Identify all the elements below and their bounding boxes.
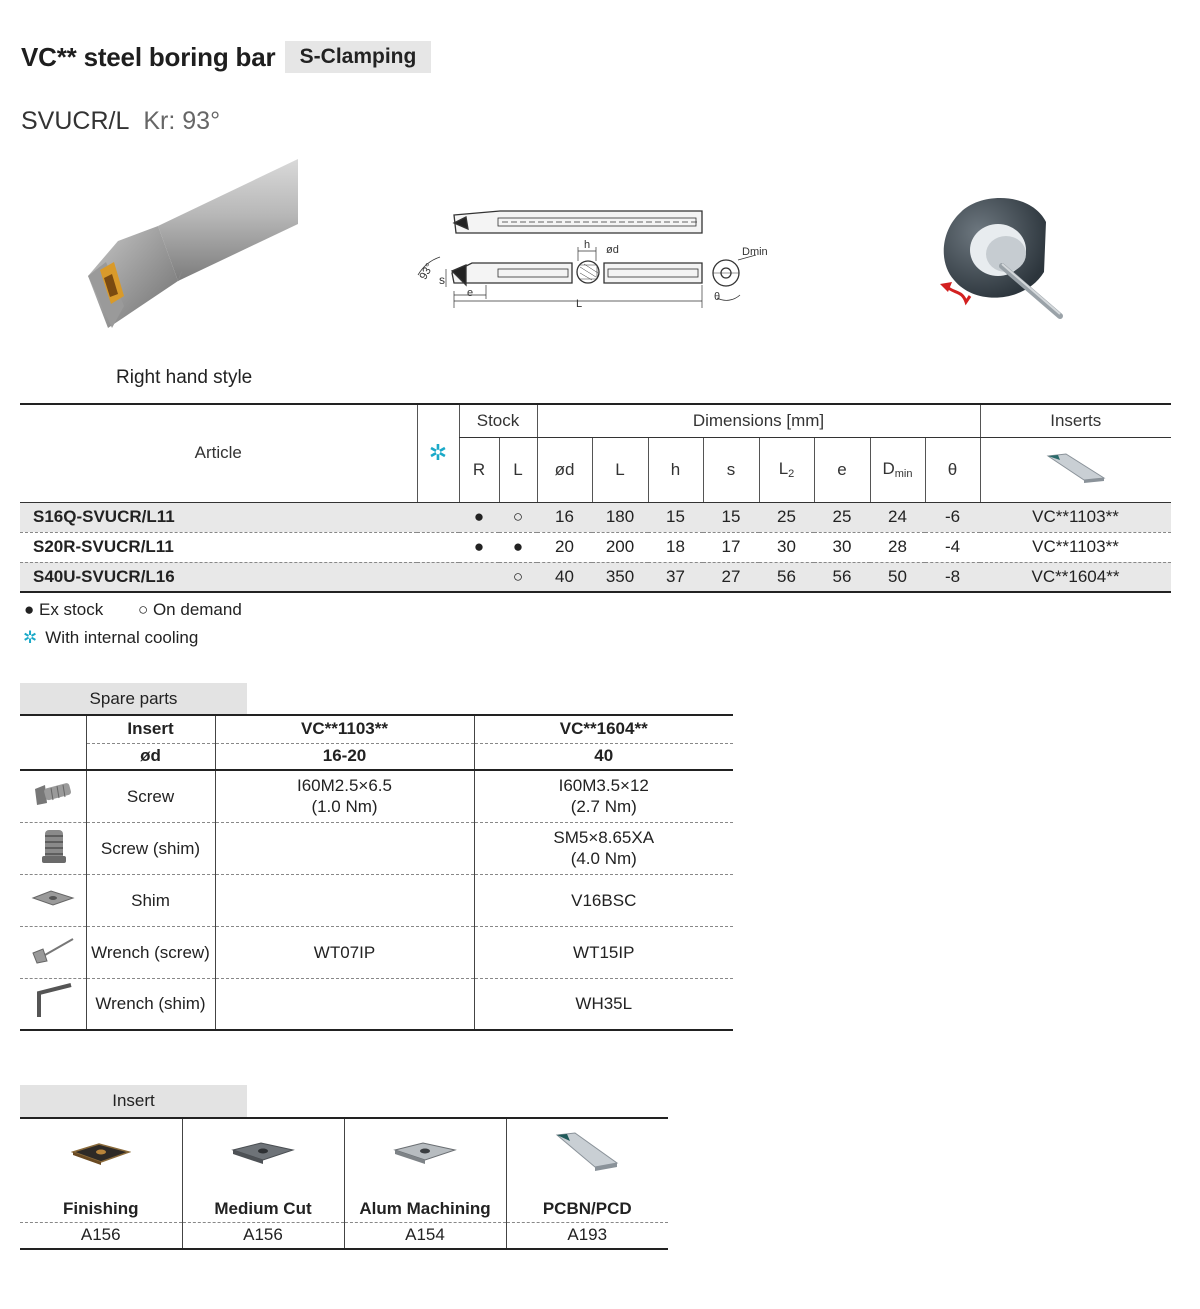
shim-icon [20, 874, 86, 926]
insert-code: VC**1103** [980, 502, 1171, 532]
col-length: L [592, 437, 648, 502]
insert-type-label: PCBN/PCD [506, 1196, 668, 1222]
table-row [20, 770, 733, 822]
part-name: Wrench (screw) [86, 926, 215, 978]
article-code: S20R-SVUCR/L11 [20, 532, 417, 562]
part-name: Screw [86, 770, 215, 822]
part-col2: WT15IP [474, 926, 733, 978]
dim-h: 18 [648, 532, 703, 562]
hex-wrench-icon [20, 978, 86, 1030]
dim-e: 30 [814, 532, 870, 562]
dim-od: 16 [537, 502, 592, 532]
finishing-insert-icon [20, 1118, 182, 1196]
spare-col2-insert: VC**1604** [474, 715, 733, 743]
col-l2: $L_2$ [759, 437, 814, 502]
boring-bar-photo [78, 156, 302, 331]
stock-r [459, 562, 499, 592]
article-table [20, 403, 1171, 593]
article-header: Article [20, 404, 417, 502]
dim-length: 200 [592, 532, 648, 562]
insert-label: Insert [86, 715, 215, 743]
medium-cut-insert-icon [182, 1118, 344, 1196]
spare-col2-od: 40 [474, 743, 733, 770]
stock-r: ● [459, 532, 499, 562]
part-col2: WH35L [474, 978, 733, 1030]
spare-col1-insert: VC**1103** [215, 715, 474, 743]
alum-insert-icon [344, 1118, 506, 1196]
dim-l2: 30 [759, 532, 814, 562]
col-dmin: $D_{min}$ [870, 437, 925, 502]
subtitle-code: SVUCR/L [21, 107, 130, 135]
insert-code: VC**1103** [980, 532, 1171, 562]
part-col1: WT07IP [215, 926, 474, 978]
part-col2: I60M3.5×12 (2.7 Nm) [474, 770, 733, 822]
part-name: Screw (shim) [86, 822, 215, 874]
insert-type-label: Alum Machining [344, 1196, 506, 1222]
dmin-label: Dmin [742, 246, 768, 258]
stock-l: ○ [499, 502, 537, 532]
insert-type-label: Medium Cut [182, 1196, 344, 1222]
h-label: h [584, 239, 591, 251]
dim-theta: -6 [925, 502, 980, 532]
s-label: s [439, 273, 445, 287]
theta-label: θ [714, 291, 721, 303]
dim-theta: -8 [925, 562, 980, 592]
hand-style-label: Right hand style [116, 367, 253, 388]
insert-code: VC**1604** [980, 562, 1171, 592]
col-insert-image [980, 437, 1171, 502]
part-col1 [215, 874, 474, 926]
col-l: L [499, 437, 537, 502]
insert-page-ref: A154 [344, 1222, 506, 1249]
angle-label: 93° [417, 261, 437, 282]
dimension-drawing [412, 203, 780, 318]
vc-insert-icon [1046, 450, 1106, 484]
od-label: ød [86, 743, 215, 770]
col-s: s [703, 437, 759, 502]
table-row [20, 926, 733, 978]
length-label: L [576, 298, 583, 310]
e-label: e [467, 287, 474, 299]
table-row [20, 502, 1171, 532]
insert-page-ref: A193 [506, 1222, 668, 1249]
cooling-header [417, 404, 459, 502]
boring-operation-illustration [936, 192, 1070, 326]
spare-parts-table [20, 714, 733, 1031]
dim-dmin: 28 [870, 532, 925, 562]
col-theta: θ [925, 437, 980, 502]
page-title: VC** steel boring bar [21, 42, 276, 72]
stock-legend [24, 600, 272, 620]
part-col1 [215, 822, 474, 874]
part-col2: V16BSC [474, 874, 733, 926]
shim-screw-icon [20, 822, 86, 874]
od-label: ød [606, 244, 619, 256]
col-h: h [648, 437, 703, 502]
dim-length: 350 [592, 562, 648, 592]
dim-e: 56 [814, 562, 870, 592]
legend-cooling-text: With internal cooling [45, 628, 199, 647]
dim-e: 25 [814, 502, 870, 532]
cooling-icon: ✲ [23, 628, 38, 647]
part-col2: SM5×8.65XA (4.0 Nm) [474, 822, 733, 874]
table-row [20, 532, 1171, 562]
dim-s: 27 [703, 562, 759, 592]
table-row [20, 874, 733, 926]
inserts-header: Inserts [980, 404, 1171, 437]
cooling-icon: ✲ [428, 440, 448, 466]
table-row [20, 978, 733, 1030]
dim-h: 15 [648, 502, 703, 532]
stock-r: ● [459, 502, 499, 532]
dim-s: 17 [703, 532, 759, 562]
article-code: S40U-SVUCR/L16 [20, 562, 417, 592]
stock-header: Stock [459, 404, 537, 437]
dimensions-header: Dimensions [mm] [537, 404, 980, 437]
pcbn-insert-icon [506, 1118, 668, 1196]
dim-l2: 25 [759, 502, 814, 532]
product-subtitle [21, 107, 220, 136]
table-row [20, 822, 733, 874]
part-col1 [215, 978, 474, 1030]
insert-grades-table [20, 1117, 668, 1250]
legend-ex-stock: ● Ex stock [24, 600, 104, 619]
insert-tab: Insert [20, 1085, 247, 1117]
dim-od: 20 [537, 532, 592, 562]
screw-icon [20, 770, 86, 822]
spare-col1-od: 16-20 [215, 743, 474, 770]
dim-dmin: 50 [870, 562, 925, 592]
legend-on-demand: ○ On demand [137, 600, 242, 619]
table-row [20, 562, 1171, 592]
subtitle-kr: Kr: 93° [143, 107, 221, 135]
insert-type-label: Finishing [20, 1196, 182, 1222]
article-code: S16Q-SVUCR/L11 [20, 502, 417, 532]
stock-l: ● [499, 532, 537, 562]
clamping-tag: S-Clamping [285, 41, 431, 73]
stock-l: ○ [499, 562, 537, 592]
dim-s: 15 [703, 502, 759, 532]
dim-l2: 56 [759, 562, 814, 592]
col-od: ød [537, 437, 592, 502]
dim-dmin: 24 [870, 502, 925, 532]
dim-od: 40 [537, 562, 592, 592]
dim-theta: -4 [925, 532, 980, 562]
dim-length: 180 [592, 502, 648, 532]
spare-parts-tab: Spare parts [20, 683, 247, 715]
part-name: Shim [86, 874, 215, 926]
cooling-legend [23, 628, 198, 648]
insert-page-ref: A156 [20, 1222, 182, 1249]
dim-h: 37 [648, 562, 703, 592]
part-col1: I60M2.5×6.5 (1.0 Nm) [215, 770, 474, 822]
torx-wrench-icon [20, 926, 86, 978]
part-name: Wrench (shim) [86, 978, 215, 1030]
col-e: e [814, 437, 870, 502]
insert-page-ref: A156 [182, 1222, 344, 1249]
col-r: R [459, 437, 499, 502]
